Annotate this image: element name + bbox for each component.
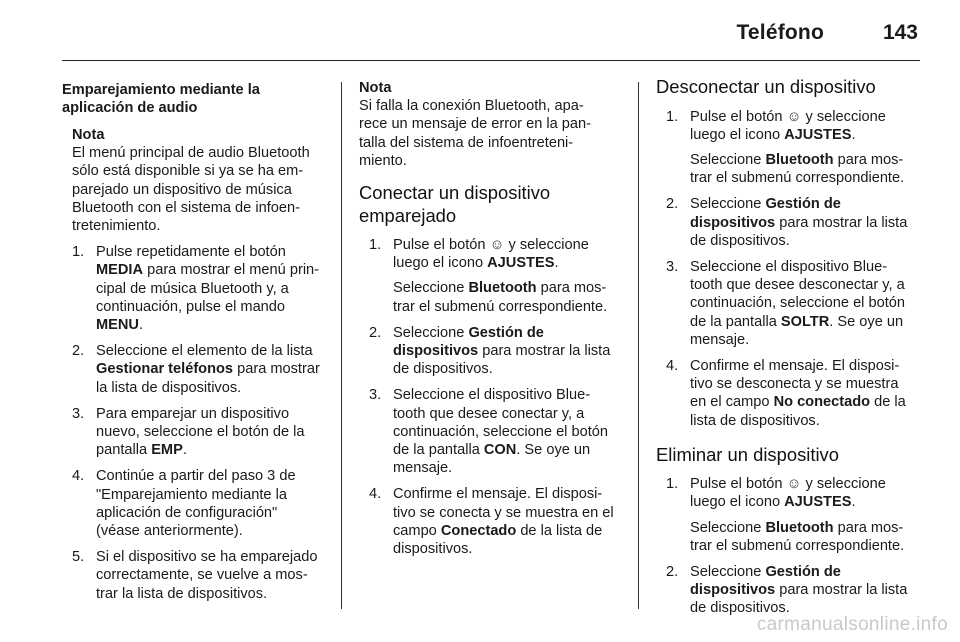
section-heading: Emparejamiento mediante la aplicación de audio <box>62 82 260 116</box>
note-title: Nota <box>72 127 105 143</box>
list-item: 3. Seleccione el dispositivo Blue- tooth que desee conectar y, a continuación, seleccione el botón de la pantalla CON. Se oye un mensaje. <box>369 387 609 477</box>
step-list <box>359 236 627 558</box>
list-item: 2. Seleccione Gestión de dispositivos para mostrar la lista de dispositivos. <box>369 324 611 378</box>
page-number: 143 <box>882 21 918 44</box>
step-list <box>656 108 924 430</box>
list-item: 2. Seleccione Gestión de dispositivos para mostrar la lista de dispositivos. <box>666 564 908 617</box>
section-heading: Desconectar un dispositivo <box>656 76 876 97</box>
home-icon: ☺ <box>786 476 802 493</box>
list-item: 2. Seleccione Gestión de dispositivos para mostrar la lista de dispositivos. <box>666 196 908 249</box>
list-item: 4. Continúe a partir del paso 3 de "Emparejamiento mediante la aplicación de configuración" (véase anteriormente). <box>72 468 296 540</box>
step-list <box>656 475 924 617</box>
section-heading: Eliminar un dispositivo <box>656 443 839 465</box>
list-item: 1. Pulse el botón ☺ y seleccione luego el icono AJUSTES. Seleccione Bluetooth para mos- trar el submenú correspondiente. <box>666 476 905 554</box>
page-title: Teléfono <box>736 21 824 44</box>
list-item: 3. Para emparejar un dispositivo nuevo, seleccione el botón de la pantalla EMP. <box>72 405 305 459</box>
note-box: Nota Si falla la conexión Bluetooth, apa- rece un mensaje de error en la pan- talla del sistema de infoentreteni- miento. <box>359 79 627 170</box>
column-divider <box>341 82 342 609</box>
note-box: Nota El menú principal de audio Bluetooth sólo está disponible si ya se ha em- parejado un dispositivo de música Bluetooth con el sistema de infoen- tretenimiento. <box>72 126 330 235</box>
home-icon: ☺ <box>786 108 802 125</box>
list-item: 3. Seleccione el dispositivo Blue- tooth que desee desconectar y, a continuación, seleccione el botón de la pantalla SOLTR. Se oye un mensaje. <box>666 258 906 348</box>
home-icon: ☺ <box>489 237 505 254</box>
section-heading: Conectar un dispositivo emparejado <box>359 182 551 226</box>
column-1 <box>62 81 330 611</box>
page-header <box>62 0 920 61</box>
watermark: carmanualsonline.info <box>756 614 948 635</box>
column-3 <box>656 76 924 626</box>
list-item: 1. Pulse el botón ☺ y seleccione luego el icono AJUSTES. Seleccione Bluetooth para mos- trar el submenú correspondiente. <box>369 237 608 315</box>
step-list <box>62 243 330 603</box>
column-divider <box>638 82 639 609</box>
column-2 <box>359 79 627 566</box>
list-item: 1. Pulse repetidamente el botón MEDIA para mostrar el menú prin- cipal de música Bluetooth y, a continuación, pulse el mando MENU. <box>72 244 320 334</box>
list-item: 1. Pulse el botón ☺ y seleccione luego el icono AJUSTES. Seleccione Bluetooth para mos- trar el submenú correspondiente. <box>666 108 905 187</box>
note-title: Nota <box>359 80 392 96</box>
list-item: 2. Seleccione el elemento de la lista Gestionar teléfonos para mostrar la lista de dispositivos. <box>72 343 320 396</box>
list-item: 4. Confirme el mensaje. El disposi- tivo se desconecta y se muestra en el campo No conectado de la lista de dispositivos. <box>666 357 906 429</box>
list-item: 5. Si el dispositivo se ha emparejado correctamente, se vuelve a mos- trar la lista de dispositivos. <box>72 549 318 602</box>
list-item: 4. Confirme el mensaje. El disposi- tivo se conecta y se muestra en el campo Conectado de la lista de dispositivos. <box>369 486 614 558</box>
